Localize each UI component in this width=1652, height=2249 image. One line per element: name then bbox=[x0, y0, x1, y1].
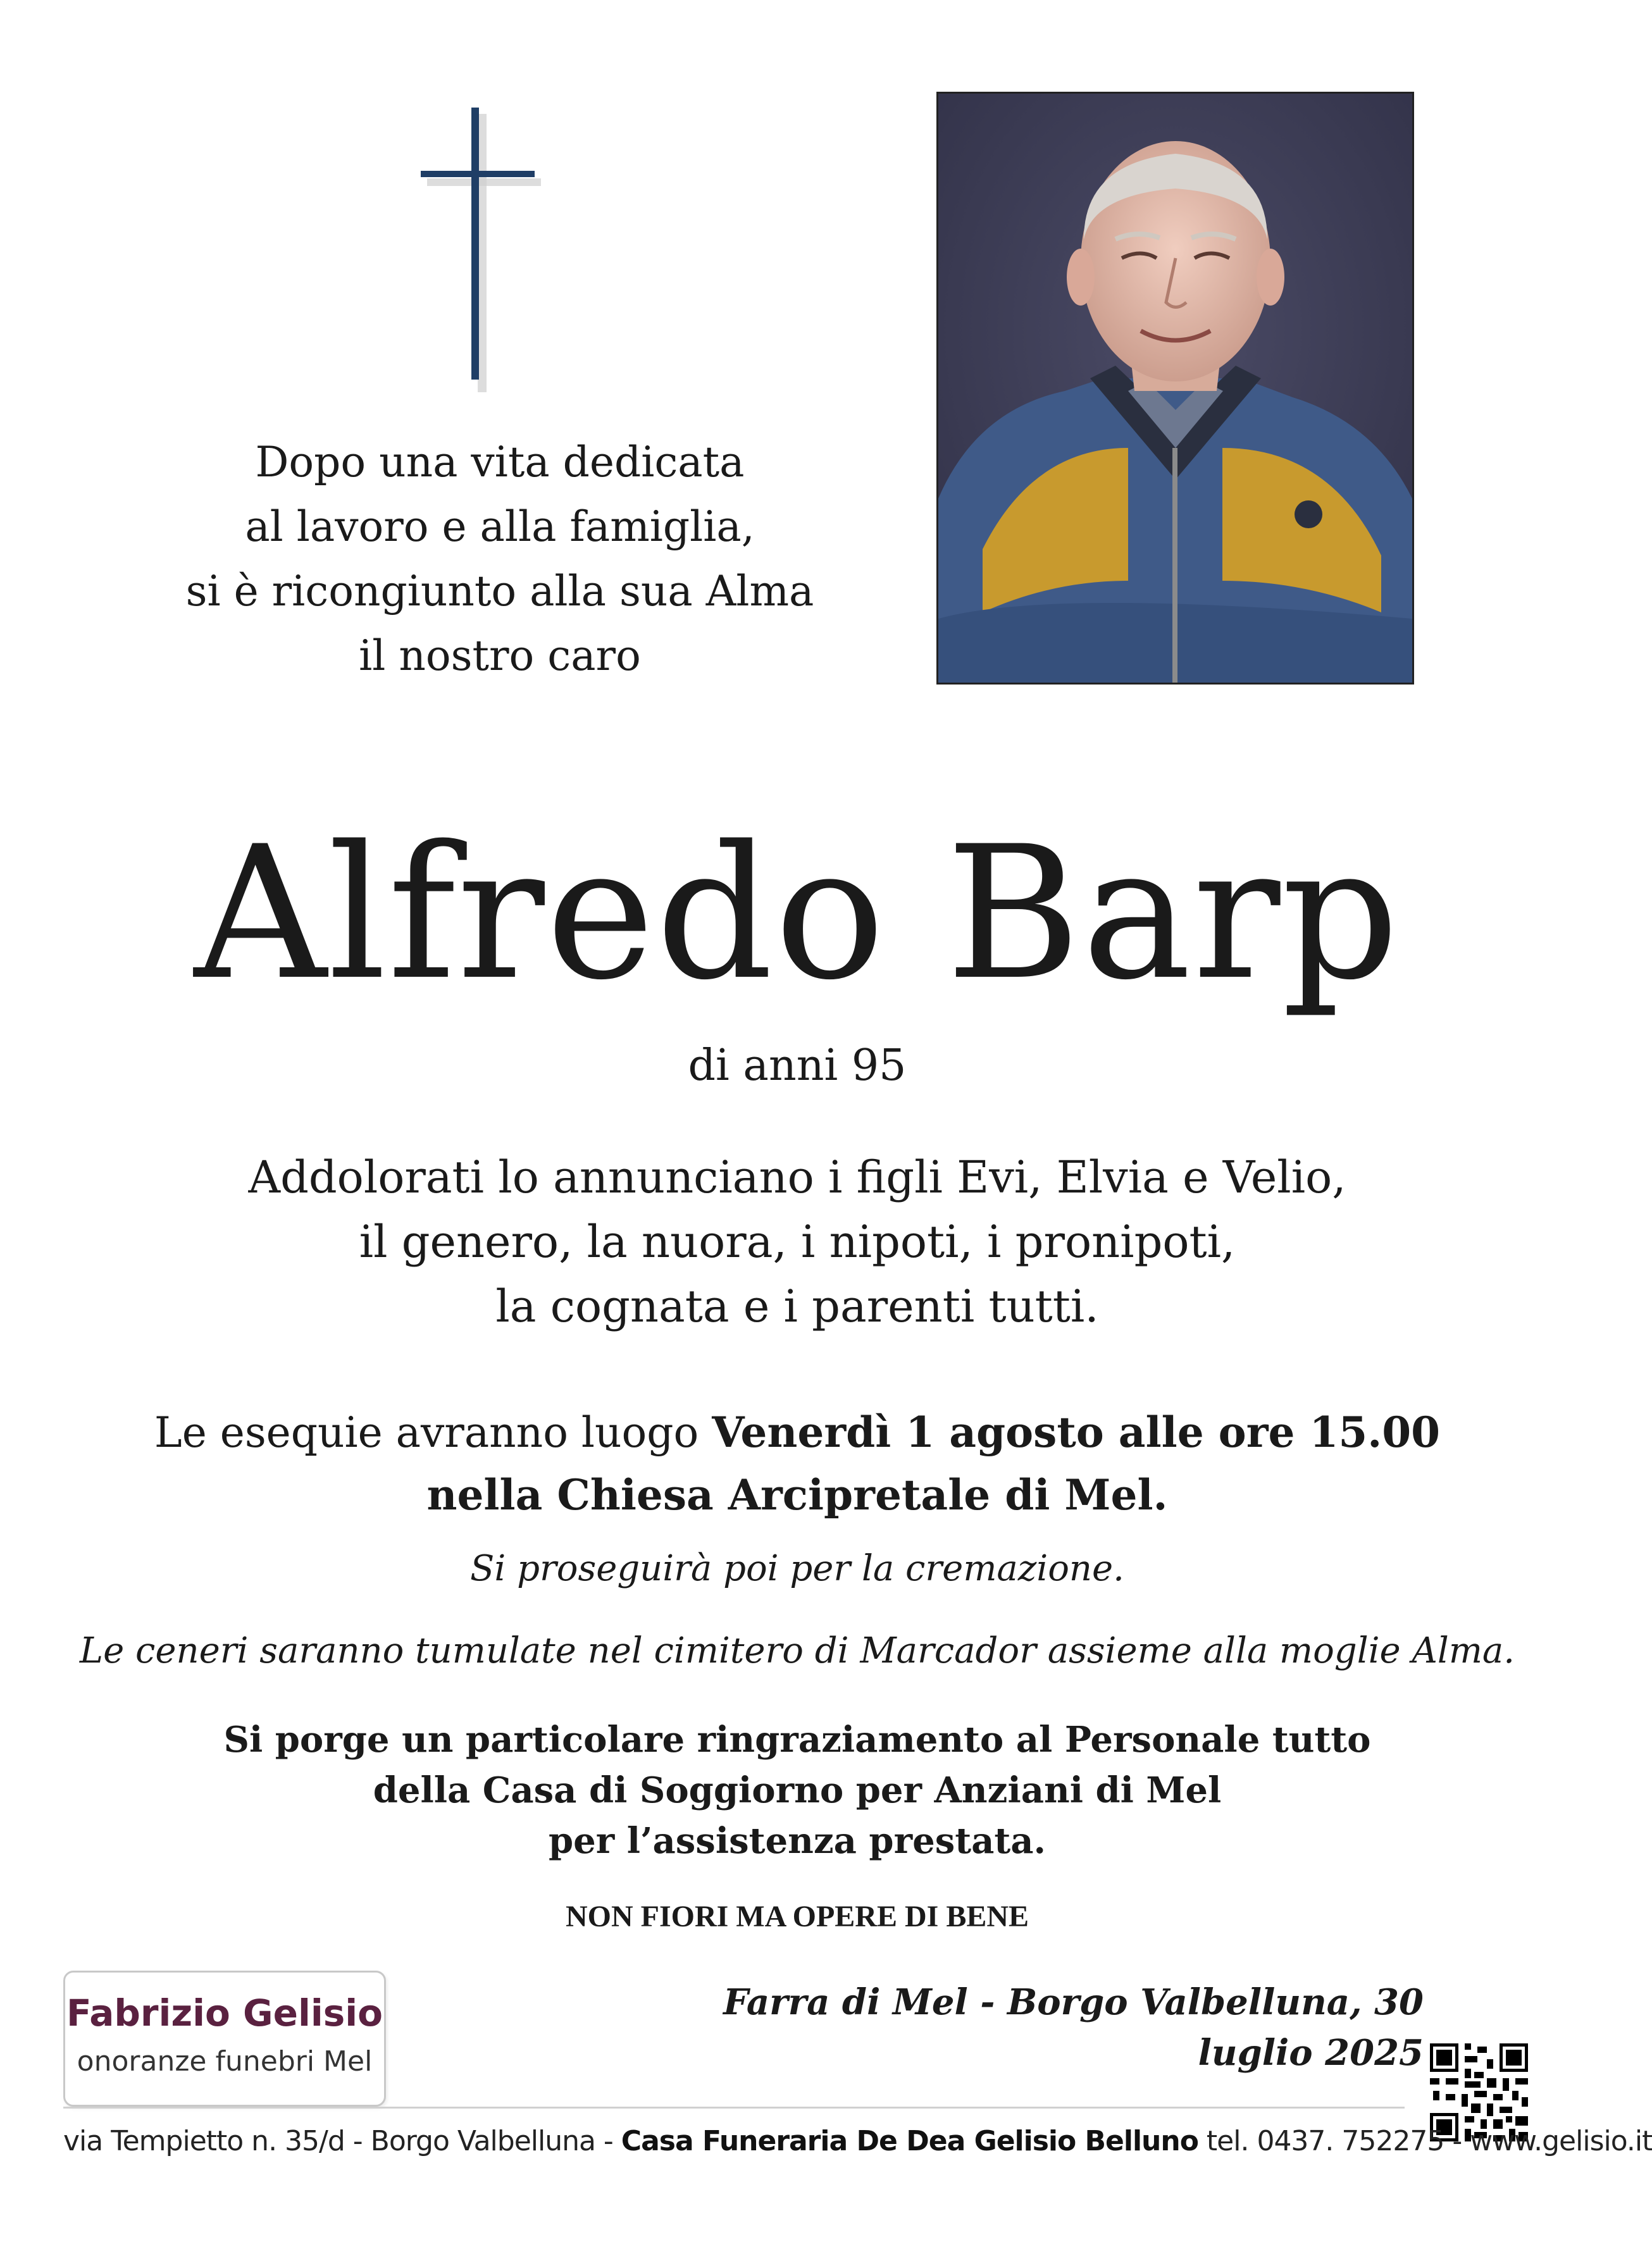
deceased-name: Alfredo Barp bbox=[194, 807, 1401, 1020]
footer-house: Casa Funeraria De Dea Gelisio Belluno bbox=[621, 2125, 1198, 2157]
flowers-note: NON FIORI MA OPERE DI BENE bbox=[565, 1900, 1029, 1933]
thanks-note bbox=[190, 1714, 1405, 1866]
footer-contact bbox=[63, 2116, 1652, 2167]
logo-title: Fabrizio Gelisio bbox=[66, 1992, 383, 2035]
portrait-photo bbox=[936, 92, 1414, 685]
intro-line: Dopo una vita dedicata bbox=[255, 438, 745, 486]
age-line: di anni 95 bbox=[688, 1041, 907, 1091]
cremation-note: Si proseguirà poi per la cremazione. bbox=[470, 1548, 1124, 1589]
footer-divider bbox=[63, 2107, 1405, 2109]
footer-address: via Tempietto n. 35/d - Borgo Valbelluna - bbox=[63, 2125, 621, 2157]
funeral-prefix: Le esequie avranno luogo bbox=[154, 1408, 712, 1457]
intro-line: si è ricongiunto alla sua Alma bbox=[185, 567, 814, 616]
announcement-line: Addolorati lo annunciano i figli Evi, Elvia e Velio, bbox=[248, 1151, 1346, 1203]
intro-text bbox=[146, 430, 854, 688]
funeral-details bbox=[127, 1401, 1468, 1527]
cross-icon bbox=[414, 108, 554, 399]
funeral-where: nella Chiesa Arcipretale di Mel. bbox=[426, 1470, 1168, 1520]
funeral-home-logo bbox=[63, 1971, 386, 2107]
funeral-when: Venerdì 1 agosto alle ore 15.00 bbox=[712, 1408, 1441, 1457]
announcement bbox=[127, 1145, 1468, 1339]
place-date: Farra di Mel - Borgo Valbelluna, 30 luglio 2025 bbox=[723, 1981, 1424, 2074]
announcement-line: la cognata e i parenti tutti. bbox=[495, 1280, 1099, 1332]
announcement-line: il genero, la nuora, i nipoti, i pronipoti, bbox=[359, 1216, 1236, 1268]
thanks-line: Si porge un particolare ringraziamento al Personale tutto bbox=[223, 1719, 1371, 1761]
logo-subtitle: onoranze funebri Mel bbox=[77, 2045, 373, 2078]
thanks-line: della Casa di Soggiorno per Anziani di Mel bbox=[373, 1769, 1222, 1811]
footer-contact-info: tel. 0437. 752275 - www.gelisio.it bbox=[1198, 2125, 1652, 2157]
thanks-line: per l’assistenza prestata. bbox=[548, 1820, 1046, 1862]
intro-line: il nostro caro bbox=[359, 631, 641, 680]
ashes-note: Le ceneri saranno tumulate nel cimitero di Marcador assieme alla moglie Alma. bbox=[79, 1630, 1515, 1671]
intro-line: al lavoro e alla famiglia, bbox=[245, 502, 755, 551]
